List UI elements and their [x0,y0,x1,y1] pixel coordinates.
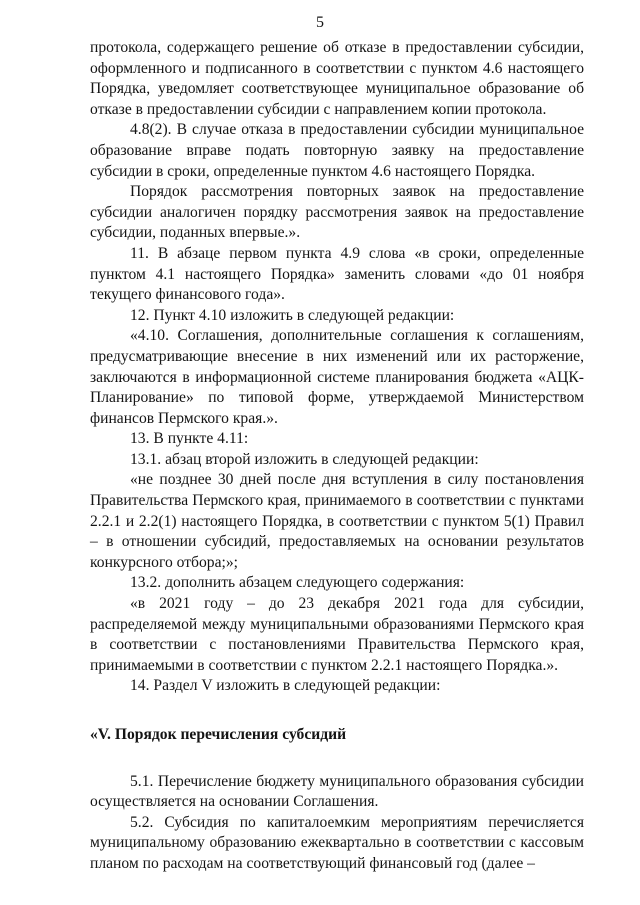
paragraph-item-14: 14. Раздел V изложить в следующей редакции: [130,677,441,695]
section-heading: «V. Порядок перечисления субсидий [90,726,347,743]
paragraph-4-10-quote: «4.10. Соглашения, дополнительные соглашения к соглашениям, предусматривающие внесение в них изменений или их расторжение, заключаются в информационной системе планирования бюджета «АЦК-Планирование» по типовой форме, утверждаемой Министерством финансов Пермского края.». [90,327,584,427]
paragraph-13-2-quote: «в 2021 году – до 23 декабря 2021 года для субсидии, распределяемой между муниципальными образованиями Пермского края в соответствии с постановлениями Правительства Пермского края, принимаемыми в соответствии с пунктом 2.2.1 настоящего Порядка.». [90,595,584,674]
paragraph-item-13: 13. В пункте 4.11: [130,430,249,448]
paragraph-4-8-2: 4.8(2). В случае отказа в предоставлении субсидии муниципальное образование вправе подать повторную заявку на предоставление субсидии в сроки, определенные пунктом 4.6 настоящего Порядка. [90,121,584,180]
paragraph-item-13-2: 13.2. дополнить абзацем следующего содержания: [130,574,465,592]
paragraph-5-1: 5.1. Перечисление бюджету муниципального образования субсидии осуществляется на основании Соглашения. [90,772,584,811]
page-number: 5 [316,14,324,31]
document-body [90,38,584,875]
paragraph-protocol-continuation: протокола, содержащего решение об отказе в предоставлении субсидии, оформленного и подписанного в соответствии с пунктом 4.6 настоящего Порядка, уведомляет соответствующее муниципальное образование об отказе в предоставлении субсидии с направлением копии протокола. [90,39,584,118]
paragraph-item-12: 12. Пункт 4.10 изложить в следующей редакции: [130,306,455,324]
paragraph-5-2: 5.2. Субсидия по капиталоемким мероприятиям перечисляется муниципальному образованию ежеквартально в соответствии с кассовым планом по расходам на соответствующий финансовый год (далее – [90,813,584,872]
paragraph-item-11: 11. В абзаце первом пункта 4.9 слова «в сроки, определенные пунктом 4.1 настоящего Порядка» заменить словами «до 01 ноября текущего финансового года». [90,244,584,304]
paragraph-repeat-applications: Порядок рассмотрения повторных заявок на предоставление субсидии аналогичен порядку рассмотрения заявок на предоставление субсидии, поданных впервые.». [90,183,584,242]
paragraph-item-13-1: 13.1. абзац второй изложить в следующей редакции: [130,450,479,468]
paragraph-13-1-quote: «не позднее 30 дней после дня вступления в силу постановления Правительства Пермского края, принимаемого в соответствии с пунктами 2.2.1 и 2.2(1) настоящего Порядка, в соответствии с пунктом 5(1) Правил – в отношении субсидий, предоставляемых на основании результатов конкурсного отбора;»; [90,471,584,571]
